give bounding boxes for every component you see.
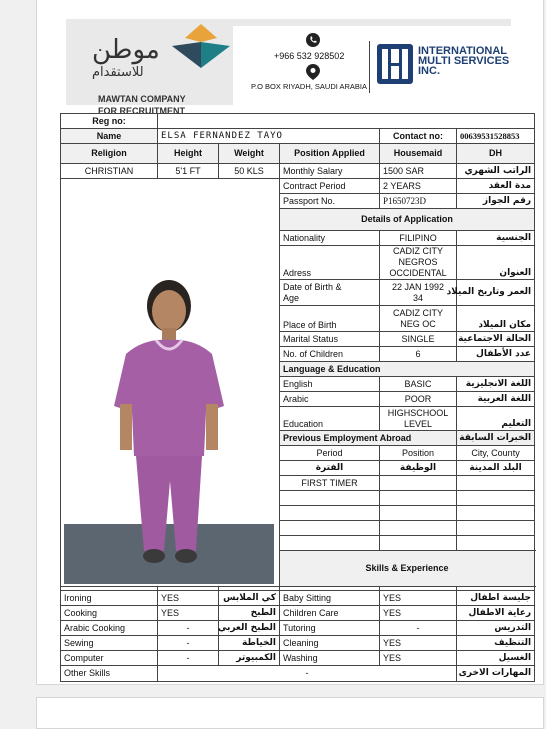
children-value: 6: [380, 347, 457, 362]
nationality-value: FILIPINO: [380, 231, 457, 246]
other-skills-row: [61, 666, 535, 682]
marital-label: Marital Status: [280, 332, 380, 347]
dob-label: [280, 280, 380, 306]
prev-period-1: FIRST TIMER: [280, 476, 380, 491]
religion-value: CHRISTIAN: [61, 164, 158, 179]
partner-line2: MULTI SERVICES: [418, 55, 510, 67]
reg-label: Reg no:: [61, 114, 158, 129]
candidate-photo: [64, 266, 274, 584]
skill-value-cleaning: YES: [380, 636, 457, 651]
next-page: [36, 697, 544, 729]
marital-arabic: الحالة الاجتماعية: [457, 332, 535, 347]
english-arabic: اللغة الانجليزية: [457, 377, 535, 392]
skills-row: [61, 651, 535, 666]
skills-row: [61, 636, 535, 651]
other-skills-value: -: [158, 666, 457, 682]
skill-value-children-care: YES: [380, 606, 457, 621]
skill-label-cleaning: Cleaning: [280, 636, 380, 651]
reg-row: [61, 114, 535, 129]
prev-position-5: [380, 536, 457, 551]
position-code: DH: [457, 144, 535, 164]
english-label: English: [280, 377, 380, 392]
skills-heading: Skills & Experience: [280, 551, 535, 587]
religion-header: Religion: [61, 144, 158, 164]
contact-label: Contact no:: [380, 129, 457, 144]
skill-label-children-care: Children Care: [280, 606, 380, 621]
photo-cell: [61, 179, 280, 587]
nationality-arabic: الجنسية: [457, 231, 535, 246]
skill-arabic-tutoring: التدريس: [457, 621, 535, 636]
position-col-header: Position: [380, 446, 457, 461]
name-row: [61, 129, 535, 144]
prev-city-5: [457, 536, 535, 551]
passport-value: P1650723D: [380, 194, 457, 209]
pob-line1: CADIZ CITY: [392, 307, 443, 318]
skill-arabic-ironing: كي الملابس: [219, 591, 280, 606]
dob-label-line2: Age: [283, 292, 300, 303]
skill-value-washing: YES: [380, 651, 457, 666]
skill-arabic-sewing: الخياطة: [219, 636, 280, 651]
contract-row: [61, 179, 535, 194]
ims-logo-icon: [376, 43, 414, 85]
lang-heading: Language & Education: [280, 362, 535, 377]
skill-label-ironing: Ironing: [61, 591, 158, 606]
skill-value-cooking: YES: [158, 606, 219, 621]
children-label: No. of Children: [280, 347, 380, 362]
skill-label-arabic-cooking: Arabic Cooking: [61, 621, 158, 636]
dob-arabic: العمر وتاريخ الميلاد: [457, 280, 535, 306]
other-skills-arabic: المهارات الاخرى: [457, 666, 535, 682]
skill-value-ironing: YES: [158, 591, 219, 606]
dob-label-line1: Date of Birth &: [283, 281, 342, 292]
other-skills-label: Other Skills: [61, 666, 158, 682]
prev-heading: Previous Employment Abroad: [280, 431, 457, 446]
address-label: Adress: [280, 246, 380, 280]
education-value: [380, 407, 457, 431]
arabic-value: POOR: [380, 392, 457, 407]
age-value: 34: [412, 292, 423, 303]
pob-line2: NEG OC: [400, 318, 436, 329]
location-pin-icon: [306, 64, 320, 80]
pob-label: Place of Birth: [280, 306, 380, 332]
header-divider: [369, 41, 370, 93]
skills-row: [61, 606, 535, 621]
address-line1: CADIZ CITY: [392, 246, 443, 256]
passport-arabic: رقم الجواز: [457, 194, 535, 209]
skill-arabic-children-care: رعاية الاطفال: [457, 606, 535, 621]
education-label: Education: [280, 407, 380, 431]
prev-period-4: [280, 521, 380, 536]
address-value: [380, 246, 457, 280]
height-value: 5'1 FT: [158, 164, 219, 179]
phone-number: +966 532 928502: [274, 51, 345, 61]
skill-arabic-cooking: الطبخ: [219, 606, 280, 621]
partner-line1: INTERNATIONAL: [418, 45, 508, 57]
phone-icon: [306, 33, 320, 47]
prev-position-1: [380, 476, 457, 491]
skill-arabic-computer: الكمبيوتر: [219, 651, 280, 666]
skill-label-tutoring: Tutoring: [280, 621, 380, 636]
weight-value: 50 KLS: [219, 164, 280, 179]
prev-period-5: [280, 536, 380, 551]
company-name-line2: FOR RECRUITMENT: [98, 106, 185, 116]
prev-city-1: [457, 476, 535, 491]
prev-position-3: [380, 506, 457, 521]
education-arabic: التعليم: [457, 407, 535, 431]
education-line1: HIGHSCHOOL: [387, 407, 449, 418]
skill-arabic-baby-sitting: جليسة اطفال: [457, 591, 535, 606]
partner-name: [418, 46, 509, 76]
partner-line3: INC.: [418, 65, 440, 77]
address-arabic: العنوان: [457, 246, 535, 280]
skill-arabic-washing: الغسيل: [457, 651, 535, 666]
education-line2: LEVEL: [403, 418, 433, 429]
basic-info-row: [61, 164, 535, 179]
company-name-line1: MAWTAN COMPANY: [98, 94, 186, 104]
address-line2: NEGROS: [398, 257, 438, 267]
nationality-label: Nationality: [280, 231, 380, 246]
pob-arabic: مكان الميلاد: [457, 306, 535, 332]
prev-city-4: [457, 521, 535, 536]
prev-period-2: [280, 491, 380, 506]
header-banner: [66, 19, 511, 116]
pob-value: [380, 306, 457, 332]
salary-label: Monthly Salary: [280, 164, 380, 179]
skill-value-sewing: -: [158, 636, 219, 651]
position-col-arabic: الوظيفة: [380, 461, 457, 476]
po-box-address: P.O BOX RIYADH, SAUDI ARABIA: [251, 82, 368, 91]
skill-label-computer: Computer: [61, 651, 158, 666]
prev-position-2: [380, 491, 457, 506]
height-header: Height: [158, 144, 219, 164]
mawtan-logo-icon: [172, 24, 230, 68]
column-header-row: [61, 144, 535, 164]
skills-row: [61, 621, 535, 636]
skill-value-tutoring: -: [380, 621, 457, 636]
skill-value-arabic-cooking: -: [158, 621, 219, 636]
dob-date: 22 JAN 1992: [391, 281, 445, 292]
english-value: BASIC: [380, 377, 457, 392]
prev-city-3: [457, 506, 535, 521]
name-label: Name: [61, 129, 158, 144]
contract-label: Contract Period: [280, 179, 380, 194]
marital-value: SINGLE: [380, 332, 457, 347]
arabic-arabic: اللغة العربية: [457, 392, 535, 407]
contract-arabic: مدة العقد: [457, 179, 535, 194]
skill-label-baby-sitting: Baby Sitting: [280, 591, 380, 606]
children-arabic: عدد الأطفال: [457, 347, 535, 362]
logo-arabic-sub: للاستقدام: [92, 65, 144, 80]
salary-value: 1500 SAR: [380, 164, 457, 179]
contract-value: 2 YEARS: [380, 179, 457, 194]
period-arabic: الفترة: [280, 461, 380, 476]
weight-header: Weight: [219, 144, 280, 164]
period-header: Period: [280, 446, 380, 461]
prev-arabic: الخبرات السابقة: [457, 431, 535, 446]
arabic-label: Arabic: [280, 392, 380, 407]
name-value: ELSA FERNANDEZ TAYO: [158, 129, 380, 144]
prev-city-2: [457, 491, 535, 506]
skill-label-sewing: Sewing: [61, 636, 158, 651]
skill-arabic-cleaning: التنظيف: [457, 636, 535, 651]
city-arabic: البلد المدينة: [457, 461, 535, 476]
skill-value-computer: -: [158, 651, 219, 666]
cv-table: [60, 113, 535, 682]
logo-arabic: موطن: [92, 35, 160, 65]
skill-arabic-arabic-cooking: الطبخ العربي: [219, 621, 280, 636]
contact-value: 00639531528853: [457, 129, 535, 144]
reg-value: [158, 114, 535, 129]
prev-period-3: [280, 506, 380, 521]
city-header: City, County: [457, 446, 535, 461]
skill-label-washing: Washing: [280, 651, 380, 666]
skill-value-baby-sitting: YES: [380, 591, 457, 606]
prev-position-4: [380, 521, 457, 536]
position-header: Position Applied: [280, 144, 380, 164]
details-heading: Details of Application: [280, 209, 535, 231]
salary-arabic: الراتب الشهري: [457, 164, 535, 179]
passport-label: Passport No.: [280, 194, 380, 209]
skill-label-cooking: Cooking: [61, 606, 158, 621]
position-value: Housemaid: [380, 144, 457, 164]
dob-value: [380, 280, 457, 306]
skills-row: [61, 591, 535, 606]
address-line3: OCCIDENTAL: [389, 268, 447, 278]
